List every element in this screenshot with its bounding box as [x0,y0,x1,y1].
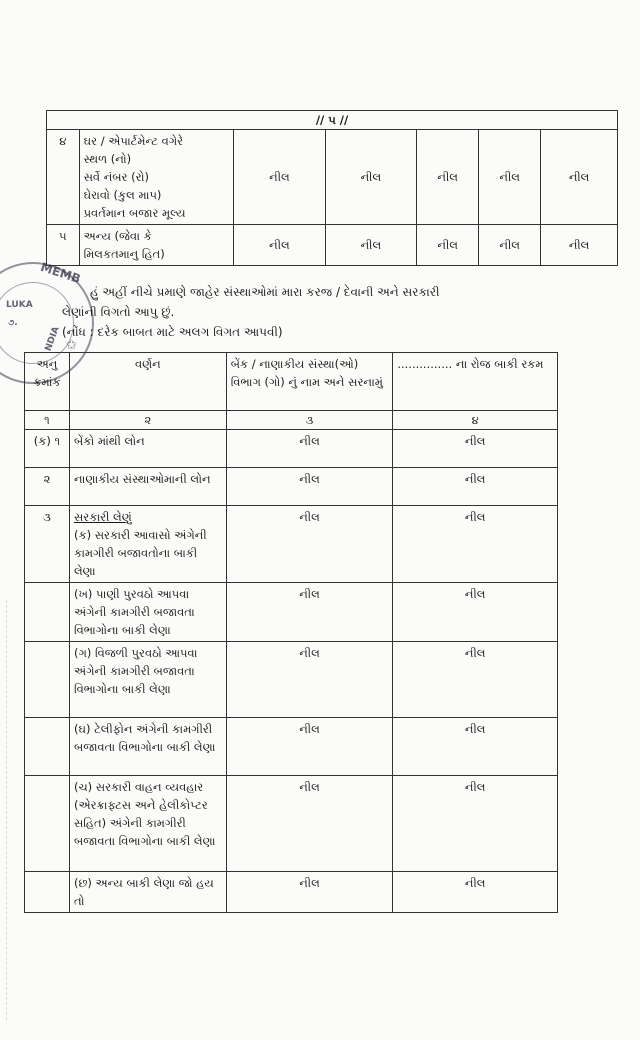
row-description: (ખ) પાણી પુરવઠો આપવા અંગેની કામગીરી બજાવતા વિભાગોના બાકી લેણા [69,583,226,642]
table-header-row [25,353,558,411]
amount-cell: નીલ [393,506,558,583]
table-row [25,776,558,872]
header-serial: અનુ ક્રમાંક [25,353,70,411]
table-row [25,872,558,913]
seal-star-icon: ✩ [66,338,77,353]
desc-line: ઘર / એપાર્ટમેન્ટ વગેરે [83,134,184,148]
bank-cell: નીલ [226,872,393,913]
table-row [25,468,558,506]
col-number: ૧ [25,411,70,430]
table-row [25,583,558,642]
row-serial [25,776,70,872]
desc-line: અન્ય (જેવા કે [83,229,152,243]
amount-cell: નીલ [393,872,558,913]
seal-text-left: LUKA [6,300,33,310]
table-row [47,225,618,266]
value-cell: નીલ [541,130,618,225]
row-description [69,506,226,583]
desc-line: મિલકતમાનુ હિત) [83,247,165,261]
value-cell: નીલ [417,130,479,225]
bank-cell: નીલ [226,468,393,506]
page-number-header: // ૫ // [47,111,618,130]
row-description: (છ) અન્ય બાકી લેણા જો હય તો [69,872,226,913]
seal-text-top: MEMB [38,259,83,287]
value-cell: નીલ [234,130,325,225]
value-cell: નીલ [479,225,541,266]
row-description: બેંકો માંથી લોન [69,430,226,468]
intro-line: લેણાંની વિગતો આપુ છું. [62,305,175,319]
bank-cell: નીલ [226,642,393,718]
desc-line: ઘેરાવો (કુલ માપ) [83,188,162,202]
intro-note: (નોંધ : દરેક બાબત માટે અલગ વિગત આપવી) [62,325,283,339]
bank-cell: નીલ [226,430,393,468]
value-cell: નીલ [417,225,479,266]
bank-cell: નીલ [226,583,393,642]
column-number-row [25,411,558,430]
amount-cell: નીલ [393,430,558,468]
row-subdescription: (ક) સરકારી આવાસો અંગેની કામગીરી બજાવતોના બાકી લેણા [73,528,207,578]
intro-line: હું અહીં નીચે પ્રમાણે જાહેર સંસ્થાઓમાં મારા કરજ / દેવાની અને સરકારી [90,285,440,299]
desc-line: પ્રવર્તમાન બજાર મૂલ્ય [83,206,186,220]
amount-cell: નીલ [393,718,558,776]
row-number: ૪ [47,130,80,225]
desc-line: સર્વે નંબર (રો) [83,170,149,184]
amount-cell: નીલ [393,468,558,506]
value-cell: નીલ [541,225,618,266]
assets-table-continued [46,110,618,266]
page-header-row [47,111,618,130]
header-bank: બેંક / નાણાકીય સંસ્થા(ઓ) વિભાગ (ગો) નું નામ અને સરનામું [226,353,393,411]
table-row [25,430,558,468]
desc-line: સ્થળ (નો) [83,152,132,166]
liabilities-intro [62,282,622,342]
col-number: ૪ [393,411,558,430]
value-cell: નીલ [325,130,416,225]
value-cell: નીલ [479,130,541,225]
row-serial: ૩ [25,506,70,583]
row-serial [25,642,70,718]
row-description [79,225,234,266]
row-serial: ૨ [25,468,70,506]
value-cell: નીલ [234,225,325,266]
bank-cell: નીલ [226,506,393,583]
row-description [79,130,234,225]
col-number: ૨ [69,411,226,430]
seal-text-small: ૭. [8,318,18,328]
table-row [25,506,558,583]
seal-text-mid: NDIA [43,325,62,353]
row-serial [25,872,70,913]
bank-cell: નીલ [226,718,393,776]
value-cell: નીલ [325,225,416,266]
table-row [25,718,558,776]
amount-cell: નીલ [393,776,558,872]
scan-margin-line [6,600,7,1020]
amount-cell: નીલ [393,642,558,718]
row-serial [25,583,70,642]
liabilities-table [24,352,558,913]
table-row [25,642,558,718]
amount-cell: નીલ [393,583,558,642]
row-serial: (ક) ૧ [25,430,70,468]
row-description: (ચ) સરકારી વાહન વ્યવહાર (એરક્રાફ્ટસ અને હેલીકોપ્ટર સહિત) અંગેની કામગીરી બજાવતા વિભાગોના બાકી લેણા [69,776,226,872]
section-title: સરકારી લેણું [73,510,132,524]
row-description: (ઘ) ટેલીફોન અંગેની કામગીરી બજાવતા વિભાગોના બાકી લેણા [69,718,226,776]
row-serial [25,718,70,776]
table-row [47,130,618,225]
header-description: વર્ણન [69,353,226,411]
row-number: ૫ [47,225,80,266]
col-number: ૩ [226,411,393,430]
row-description: નાણાકીય સંસ્થાઓમાની લોન [69,468,226,506]
bank-cell: નીલ [226,776,393,872]
header-amount: ............... ના રોજ બાકી રકમ [393,353,558,411]
row-description: (ગ) વિજળી પુરવઠો આપવા અંગેની કામગીરી બજાવતા વિભાગોના બાકી લેણા [69,642,226,718]
